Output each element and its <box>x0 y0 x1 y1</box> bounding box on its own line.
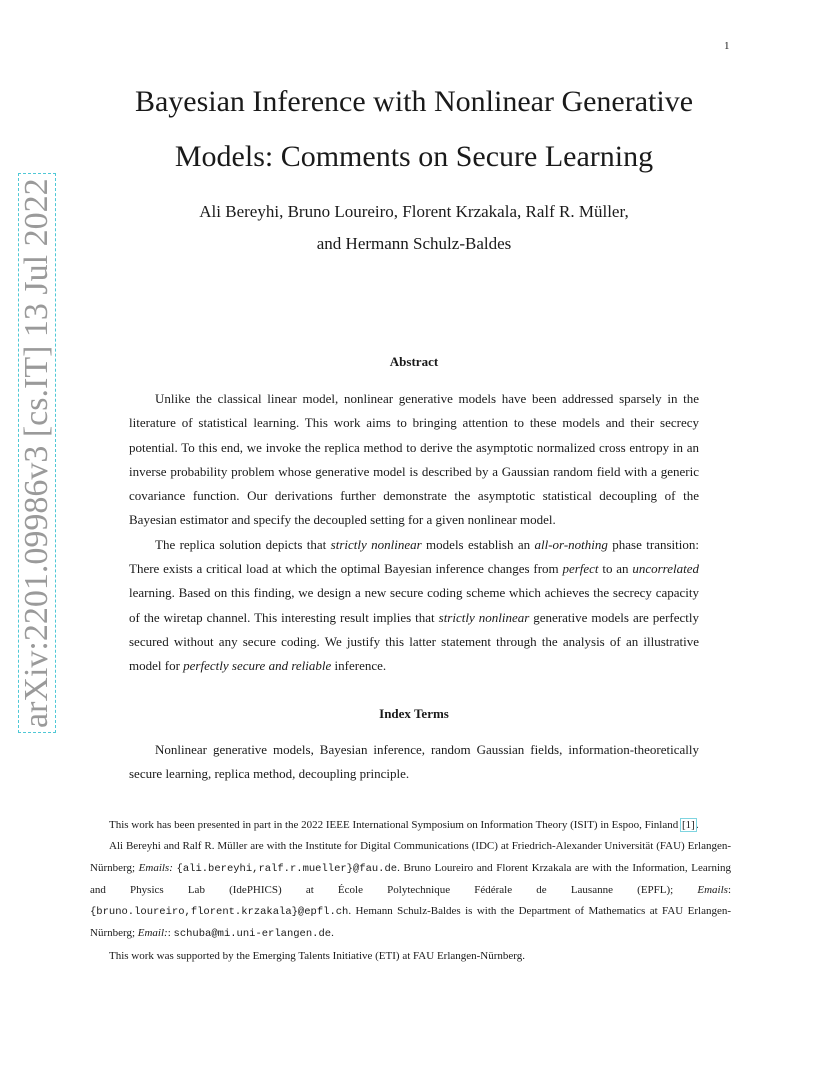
title-line-1: Bayesian Inference with Nonlinear Generative <box>134 85 694 118</box>
abstract-paragraph-2: The replica solution depicts that strictly nonlinear models establish an all-or-nothing phase transition: There exists a critical load at which the optimal Bayesian inference changes from perfect to an uncorrelated learning. Based on this finding, we design a new secure coding scheme which achieves the secrecy capacity of the wiretap channel. This interesting result implies that strictly nonlinear generative models are perfectly secured without any secure coding. We justify this latter statement through the analysis of an illustrative model for perfectly secure and reliable inference. <box>129 536 699 674</box>
arxiv-identifier-stamp[interactable]: arXiv:2201.09986v3 [cs.IT] 13 Jul 2022 <box>18 173 56 733</box>
abstract-heading: Abstract <box>389 354 439 369</box>
abstract-paragraph-1: Unlike the classical linear model, nonlinear generative models have been addressed sparsely in the literature of statistical learning. This work aims to bringing attention to these models and their secrecy potential. To this end, we invoke the replica method to derive the asymptotic normalized cross entropy in an inverse probability problem whose generative model is described by a Gaussian random field with a generic covariance function. Our derivations further demonstrate the asymptotic statistical decoupling of the Bayesian estimator and specify the decoupled setting for a given nonlinear model. <box>129 391 699 528</box>
footnotes <box>90 815 731 967</box>
email-address[interactable]: {ali.bereyhi,ralf.r.mueller}@fau.de <box>176 862 398 875</box>
emphasis: strictly nonlinear <box>330 536 422 552</box>
index-terms-body <box>129 738 699 787</box>
emphasis: uncorrelated <box>632 561 699 577</box>
abstract-body <box>129 387 699 679</box>
footnote-affiliations: Ali Bereyhi and Ralf R. Müller are with the Institute for Digital Communications (IDC) at Friedrich-Alexander Universität (FAU) Erlangen-Nürnberg; Emails: {ali.bereyhi,ralf.r.mueller}@fau.de. Bruno Loureiro and Florent Krzakala are with the Information, Learning and Physics Lab (IdePHICS) at École Polytechnique Fédérale de Lausanne (EPFL); Emails: {bruno.loureiro,florent.krzakala}@epfl.ch. Hemann Schulz-Baldes is with the Department of Mathematics at FAU Erlangen-Nürnberg; Email:: schuba@mi.uni-erlangen.de. <box>90 840 732 941</box>
emphasis: strictly nonlinear <box>438 609 530 625</box>
index-terms-text: Nonlinear generative models, Bayesian inference, random Gaussian fields, information-theoretically secure learning, replica method, decoupling principle. <box>129 742 699 782</box>
author-list <box>60 196 768 260</box>
paper-title <box>60 74 768 184</box>
email-address[interactable]: schuba@mi.uni-erlangen.de <box>173 928 332 941</box>
email-address[interactable]: {bruno.loureiro,florent.krzakala}@epfl.ch <box>90 906 349 919</box>
emphasis: perfectly secure and reliable <box>183 658 332 674</box>
title-line-2: Models: Comments on Secure Learning <box>174 140 654 173</box>
emphasis: perfect <box>562 561 599 577</box>
emphasis: all-or-nothing <box>534 536 608 552</box>
authors-line-1: Ali Bereyhi, Bruno Loureiro, Florent Krzakala, Ralf R. Müller, <box>199 202 629 221</box>
index-terms-heading: Index Terms <box>379 706 449 721</box>
citation-link[interactable]: [1] <box>682 819 695 831</box>
footnote-funding: This work was supported by the Emerging Talents Initiative (ETI) at FAU Erlangen-Nürnberg. <box>109 949 526 962</box>
authors-line-2: and Hermann Schulz-Baldes <box>316 234 512 253</box>
footnote-presentation: This work has been presented in part in the 2022 IEEE International Symposium on Information Theory (ISIT) in Espoo, Finland [1]. <box>109 819 699 831</box>
page-number: 1 <box>724 40 730 52</box>
